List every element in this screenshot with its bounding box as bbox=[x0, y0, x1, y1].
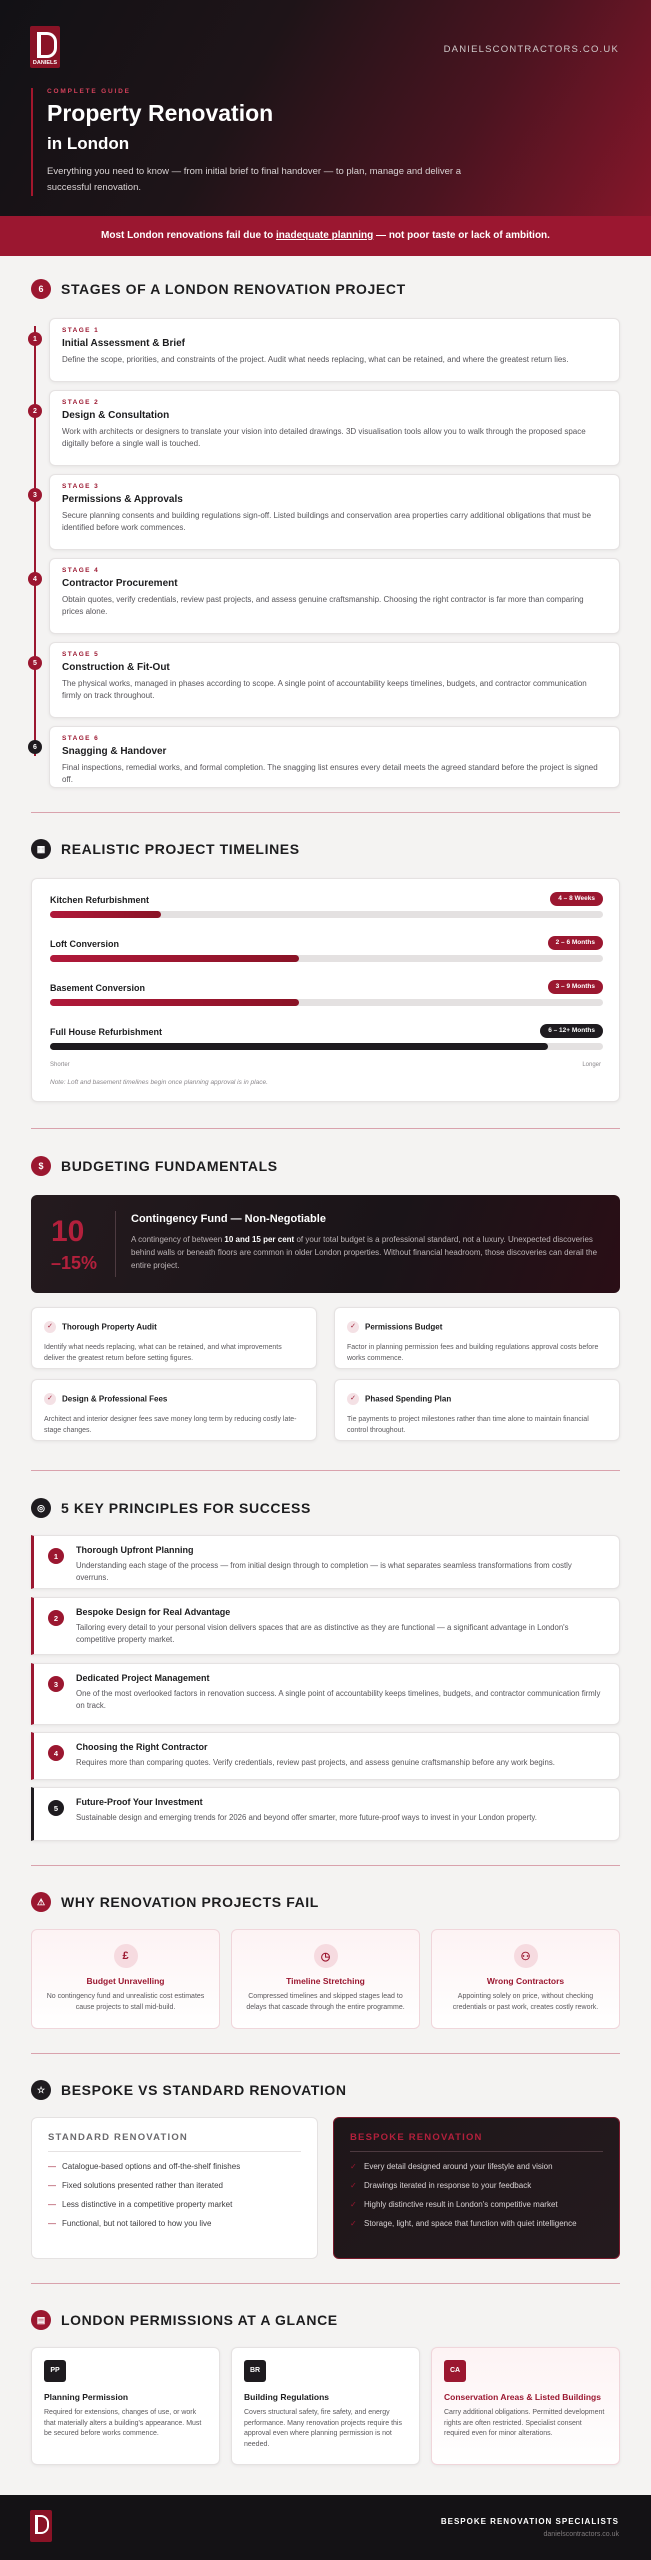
timeline-name: Kitchen Refurbishment bbox=[50, 895, 150, 905]
check-icon: ✓ bbox=[350, 2181, 357, 2190]
duration-badge: 4 – 8 Weeks bbox=[550, 892, 603, 906]
standard-item bbox=[48, 2219, 301, 2228]
stage-card bbox=[49, 318, 620, 382]
stage-card bbox=[49, 474, 620, 550]
standard-title: STANDARD RENOVATION bbox=[48, 2132, 301, 2152]
stage-label: STAGE 2 bbox=[62, 399, 100, 406]
fail-card bbox=[231, 1929, 420, 2029]
timeline-row bbox=[50, 895, 603, 921]
permission-desc: Required for extensions, changes of use, or work that materially alters a building's appearance. Must be secured before works commence. bbox=[44, 2409, 202, 2437]
principle-number: 1 bbox=[48, 1548, 64, 1564]
budget-card-desc: Tie payments to project milestones rather than time alone to maintain financial control throughout. bbox=[347, 1416, 589, 1434]
principle-desc: Tailoring every detail to your personal vision delivers spaces that are as distinctive as they are functional — a significant advantage in London's competitive property market. bbox=[76, 1623, 569, 1644]
fail-card-title: Timeline Stretching bbox=[286, 1976, 365, 1986]
bespoke-card bbox=[333, 2117, 620, 2259]
standard-item-text: Less distinctive in a competitive property market bbox=[62, 2200, 233, 2209]
bespoke-item bbox=[350, 2181, 603, 2190]
progress-fill bbox=[50, 1043, 548, 1050]
budget-card-title: Phased Spending Plan bbox=[365, 1394, 452, 1404]
longer-label: Longer bbox=[582, 1062, 601, 1068]
warning-icon: ⚠ bbox=[31, 1892, 51, 1912]
budget-card-title: Permissions Budget bbox=[365, 1322, 443, 1332]
stage-label: STAGE 1 bbox=[62, 327, 100, 334]
budget-card-title: Thorough Property Audit bbox=[62, 1322, 157, 1332]
banner-link[interactable]: inadequate planning bbox=[276, 230, 374, 241]
contingency-title: Contingency Fund — Non-Negotiable bbox=[131, 1213, 326, 1225]
budget-card-desc: Architect and interior designer fees save money long term by reducing costly late-stage changes. bbox=[44, 1416, 297, 1434]
progress-fill bbox=[50, 999, 299, 1006]
divider bbox=[31, 1128, 620, 1129]
pound-icon: £ bbox=[114, 1944, 138, 1968]
timeline-row bbox=[50, 1027, 603, 1053]
fail-card-title: Wrong Contractors bbox=[486, 1976, 565, 1986]
permission-desc: Covers structural safety, fire safety, and energy performance. Many renovation projects require this approval even where planning permission is not needed. bbox=[244, 2409, 402, 2448]
permission-badge: CA bbox=[444, 2360, 466, 2382]
standard-item bbox=[48, 2162, 301, 2171]
principle-title: Dedicated Project Management bbox=[76, 1673, 210, 1683]
budget-section bbox=[31, 1155, 620, 1445]
stage-card bbox=[49, 390, 620, 466]
target-icon: ◎ bbox=[31, 1498, 51, 1518]
check-icon: ✓ bbox=[350, 2219, 357, 2228]
star-icon: ☆ bbox=[31, 2080, 51, 2100]
footer-tagline: BESPOKE RENOVATION SPECIALISTS bbox=[440, 2517, 619, 2526]
stage-card bbox=[49, 726, 620, 788]
stage-label: STAGE 3 bbox=[62, 483, 100, 490]
stage-label: STAGE 4 bbox=[62, 567, 100, 574]
permissions-title: LONDON PERMISSIONS AT A GLANCE bbox=[61, 2312, 338, 2328]
fail-card-title: Budget Unravelling bbox=[86, 1976, 165, 1986]
divider bbox=[31, 1470, 620, 1471]
site-url[interactable]: DANIELSCONTRACTORS.CO.UK bbox=[443, 44, 619, 55]
calendar-icon: ▦ bbox=[31, 839, 51, 859]
principle-title: Choosing the Right Contractor bbox=[76, 1742, 208, 1752]
permissions-section bbox=[31, 2309, 620, 2479]
divider bbox=[31, 812, 620, 813]
fail-title: WHY RENOVATION PROJECTS FAIL bbox=[61, 1894, 319, 1910]
bespoke-item-text: Highly distinctive result in London's competitive market bbox=[364, 2200, 558, 2209]
principle-card bbox=[31, 1535, 620, 1589]
stage-label: STAGE 5 bbox=[62, 651, 100, 658]
stage-name: Permissions & Approvals bbox=[62, 494, 183, 505]
check-icon: ✓ bbox=[350, 2162, 357, 2171]
divider bbox=[31, 2283, 620, 2284]
principle-number: 3 bbox=[48, 1676, 64, 1692]
divider bbox=[31, 1865, 620, 1866]
principle-number: 5 bbox=[48, 1800, 64, 1816]
standard-item bbox=[48, 2181, 301, 2190]
check-icon: ✓ bbox=[44, 1321, 56, 1333]
contingency-percent: –15% bbox=[51, 1253, 98, 1273]
warning-banner: Most London renovations fail due to inadequate planning — not poor taste or lack of ambition. bbox=[0, 216, 651, 256]
timelines-section bbox=[31, 838, 620, 1118]
principle-desc: Sustainable design and emerging trends for 2026 and beyond offer smarter, more future-proof ways to invest in your London property. bbox=[76, 1813, 537, 1822]
fail-section bbox=[31, 1891, 620, 2041]
page-title: Property Renovation bbox=[47, 100, 274, 126]
hero-header bbox=[0, 0, 651, 216]
principle-desc: One of the most overlooked factors in renovation success. A single point of accountability keeps timelines, budgets, and contractor communication firmly on track. bbox=[76, 1689, 601, 1710]
permission-title: Planning Permission bbox=[44, 2392, 129, 2402]
timelines-card bbox=[31, 878, 620, 1102]
principles-section bbox=[31, 1497, 620, 1857]
budget-card bbox=[334, 1307, 620, 1369]
permission-card bbox=[231, 2347, 420, 2465]
contingency-desc: A contingency of between 10 and 15 per cent of your total budget is a professional standard, not a luxury. Unexpected discoveries behind walls or beneath floors are common in older London properties. Without financial headroom, those discoveries can derail the entire project. bbox=[131, 1235, 598, 1270]
timelines-note: Note: Loft and basement timelines begin once planning approval is in place. bbox=[50, 1079, 268, 1086]
stage-card bbox=[49, 558, 620, 634]
stage-name: Contractor Procurement bbox=[62, 578, 178, 589]
budget-card-desc: Factor in planning permission fees and building regulations approval costs before works commence. bbox=[347, 1344, 599, 1362]
permission-title: Building Regulations bbox=[244, 2392, 329, 2402]
permission-card bbox=[431, 2347, 620, 2465]
hero-lead: Everything you need to know — from initial brief to final handover — to plan, manage and deliver a successful renovation. bbox=[47, 166, 462, 193]
permission-badge: BR bbox=[244, 2360, 266, 2382]
principle-card bbox=[31, 1663, 620, 1725]
bespoke-item-text: Drawings iterated in response to your feedback bbox=[364, 2181, 532, 2190]
fail-card bbox=[31, 1929, 220, 2029]
contingency-panel bbox=[31, 1195, 620, 1293]
principle-desc: Understanding each stage of the process — from initial design through to completion — is what separates seamless transformations from costly overruns. bbox=[76, 1561, 572, 1582]
progress-fill bbox=[50, 911, 161, 918]
bespoke-title: BESPOKE RENOVATION bbox=[350, 2132, 603, 2152]
standard-item bbox=[48, 2200, 301, 2209]
principle-card bbox=[31, 1787, 620, 1841]
stages-section bbox=[31, 278, 620, 798]
fail-card-desc: Compressed timelines and skipped stages lead to delays that cascade through the entire programme. bbox=[246, 1993, 405, 2011]
page-subtitle: in London bbox=[47, 134, 130, 153]
principles-title: 5 KEY PRINCIPLES FOR SUCCESS bbox=[61, 1500, 311, 1516]
duration-badge: 6 – 12+ Months bbox=[540, 1024, 603, 1038]
standard-item-text: Fixed solutions presented rather than iterated bbox=[62, 2181, 223, 2190]
progress-track bbox=[50, 911, 603, 918]
bespoke-item-text: Every detail designed around your lifestyle and vision bbox=[364, 2162, 553, 2171]
permission-title: Conservation Areas & Listed Buildings bbox=[444, 2392, 601, 2402]
stage-label: STAGE 6 bbox=[62, 735, 100, 742]
stage-desc: Secure planning consents and building regulations sign-off. Listed buildings and conservation area properties carry additional obligations that must be identified before work commences. bbox=[62, 511, 592, 532]
stage-desc: Obtain quotes, verify credentials, review past projects, and assess genuine craftsmanship. Choosing the right contractor is far more than comparing prices alone. bbox=[62, 595, 584, 616]
standard-card bbox=[31, 2117, 318, 2259]
permission-badge: PP bbox=[44, 2360, 66, 2382]
fail-card-desc: No contingency fund and unrealistic cost estimates cause projects to stall mid-build. bbox=[46, 1993, 205, 2011]
stages-count-icon: 6 bbox=[31, 279, 51, 299]
stage-marker: 6 bbox=[28, 740, 42, 754]
standard-item-text: Functional, but not tailored to how you live bbox=[62, 2219, 212, 2228]
hero-kicker: COMPLETE GUIDE bbox=[47, 88, 131, 95]
bespoke-item bbox=[350, 2200, 603, 2209]
progress-track bbox=[50, 999, 603, 1006]
clock-icon: ◷ bbox=[314, 1944, 338, 1968]
budget-card bbox=[31, 1307, 317, 1369]
compare-title: BESPOKE VS STANDARD RENOVATION bbox=[61, 2082, 347, 2098]
stage-marker: 2 bbox=[28, 404, 42, 418]
timeline-row bbox=[50, 939, 603, 965]
bespoke-item bbox=[350, 2219, 603, 2228]
principle-card bbox=[31, 1732, 620, 1780]
permission-desc: Carry additional obligations. Permitted development rights are often restricted. Specialist consent required even for minor alterations. bbox=[444, 2409, 605, 2437]
timeline-name: Basement Conversion bbox=[50, 983, 146, 993]
duration-badge: 3 – 9 Months bbox=[548, 980, 603, 994]
timeline-name: Loft Conversion bbox=[50, 939, 119, 949]
stage-desc: The physical works, managed in phases according to scope. A single point of accountability keeps timelines, budgets, and contractor communication firmly on track throughout. bbox=[62, 679, 587, 700]
budget-title: BUDGETING FUNDAMENTALS bbox=[61, 1158, 278, 1174]
timeline-row bbox=[50, 983, 603, 1009]
document-icon: ▤ bbox=[31, 2310, 51, 2330]
stage-marker: 1 bbox=[28, 332, 42, 346]
stage-desc: Final inspections, remedial works, and formal completion. The snagging list ensures every detail meets the agreed standard before the project is signed off. bbox=[62, 763, 598, 784]
principle-title: Future-Proof Your Investment bbox=[76, 1797, 203, 1807]
page-footer bbox=[0, 2495, 651, 2560]
check-icon: ✓ bbox=[347, 1321, 359, 1333]
dash-icon: — bbox=[48, 2200, 56, 2209]
stage-card bbox=[49, 642, 620, 718]
dollar-icon: $ bbox=[31, 1156, 51, 1176]
progress-track bbox=[50, 955, 603, 962]
stage-name: Design & Consultation bbox=[62, 410, 170, 421]
principle-title: Thorough Upfront Planning bbox=[76, 1545, 194, 1555]
bespoke-item-text: Storage, light, and space that function with quiet intelligence bbox=[364, 2219, 577, 2228]
principle-card bbox=[31, 1597, 620, 1655]
footer-logo[interactable] bbox=[30, 2510, 52, 2542]
dash-icon: — bbox=[48, 2162, 56, 2171]
users-icon: ⚇ bbox=[514, 1944, 538, 1968]
principle-number: 4 bbox=[48, 1745, 64, 1761]
stage-desc: Define the scope, priorities, and constraints of the project. Audit what needs replacing, what can be retained, and where the greatest return lies. bbox=[62, 355, 569, 364]
bespoke-item bbox=[350, 2162, 603, 2171]
company-logo[interactable]: DANIELS bbox=[30, 26, 60, 68]
check-icon: ✓ bbox=[44, 1393, 56, 1405]
progress-track bbox=[50, 1043, 603, 1050]
hero-content bbox=[31, 88, 461, 196]
fail-card bbox=[431, 1929, 620, 2029]
panel-divider bbox=[115, 1211, 116, 1277]
stages-title: STAGES OF A LONDON RENOVATION PROJECT bbox=[61, 281, 406, 297]
budget-card bbox=[31, 1379, 317, 1441]
timeline-name: Full House Refurbishment bbox=[50, 1027, 163, 1037]
contingency-number: 10 bbox=[51, 1215, 85, 1248]
principle-title: Bespoke Design for Real Advantage bbox=[76, 1607, 231, 1617]
stage-name: Construction & Fit-Out bbox=[62, 662, 170, 673]
footer-site-url[interactable]: danielscontractors.co.uk bbox=[543, 2531, 619, 2538]
standard-item-text: Catalogue-based options and off-the-shelf finishes bbox=[62, 2162, 241, 2171]
progress-fill bbox=[50, 955, 299, 962]
check-icon: ✓ bbox=[350, 2200, 357, 2209]
stage-name: Snagging & Handover bbox=[62, 746, 167, 757]
check-icon: ✓ bbox=[347, 1393, 359, 1405]
budget-card-title: Design & Professional Fees bbox=[62, 1394, 168, 1404]
permission-card bbox=[31, 2347, 220, 2465]
dash-icon: — bbox=[48, 2219, 56, 2228]
budget-card-desc: Identify what needs replacing, what can be retained, and what improvements deliver the greatest return before setting figures. bbox=[44, 1344, 282, 1362]
stage-marker: 4 bbox=[28, 572, 42, 586]
stage-desc: Work with architects or designers to translate your vision into detailed drawings. 3D visualisation tools allow you to walk through the proposed space digitally before a single wall is touched. bbox=[62, 427, 586, 448]
stage-name: Initial Assessment & Brief bbox=[62, 338, 186, 349]
duration-badge: 2 – 6 Months bbox=[548, 936, 603, 950]
timeline-line bbox=[34, 326, 36, 756]
divider bbox=[31, 2053, 620, 2054]
stage-marker: 3 bbox=[28, 488, 42, 502]
shorter-label: Shorter bbox=[50, 1062, 70, 1068]
timelines-title: REALISTIC PROJECT TIMELINES bbox=[61, 841, 300, 857]
fail-card-desc: Appointing solely on price, without checking credentials or past work, creates costly rework. bbox=[452, 1993, 599, 2011]
principle-number: 2 bbox=[48, 1610, 64, 1626]
compare-section bbox=[31, 2079, 620, 2269]
dash-icon: — bbox=[48, 2181, 56, 2190]
budget-card bbox=[334, 1379, 620, 1441]
principle-desc: Requires more than comparing quotes. Verify credentials, review past projects, and assess genuine craftsmanship before any work begins. bbox=[76, 1758, 555, 1767]
stage-marker: 5 bbox=[28, 656, 42, 670]
